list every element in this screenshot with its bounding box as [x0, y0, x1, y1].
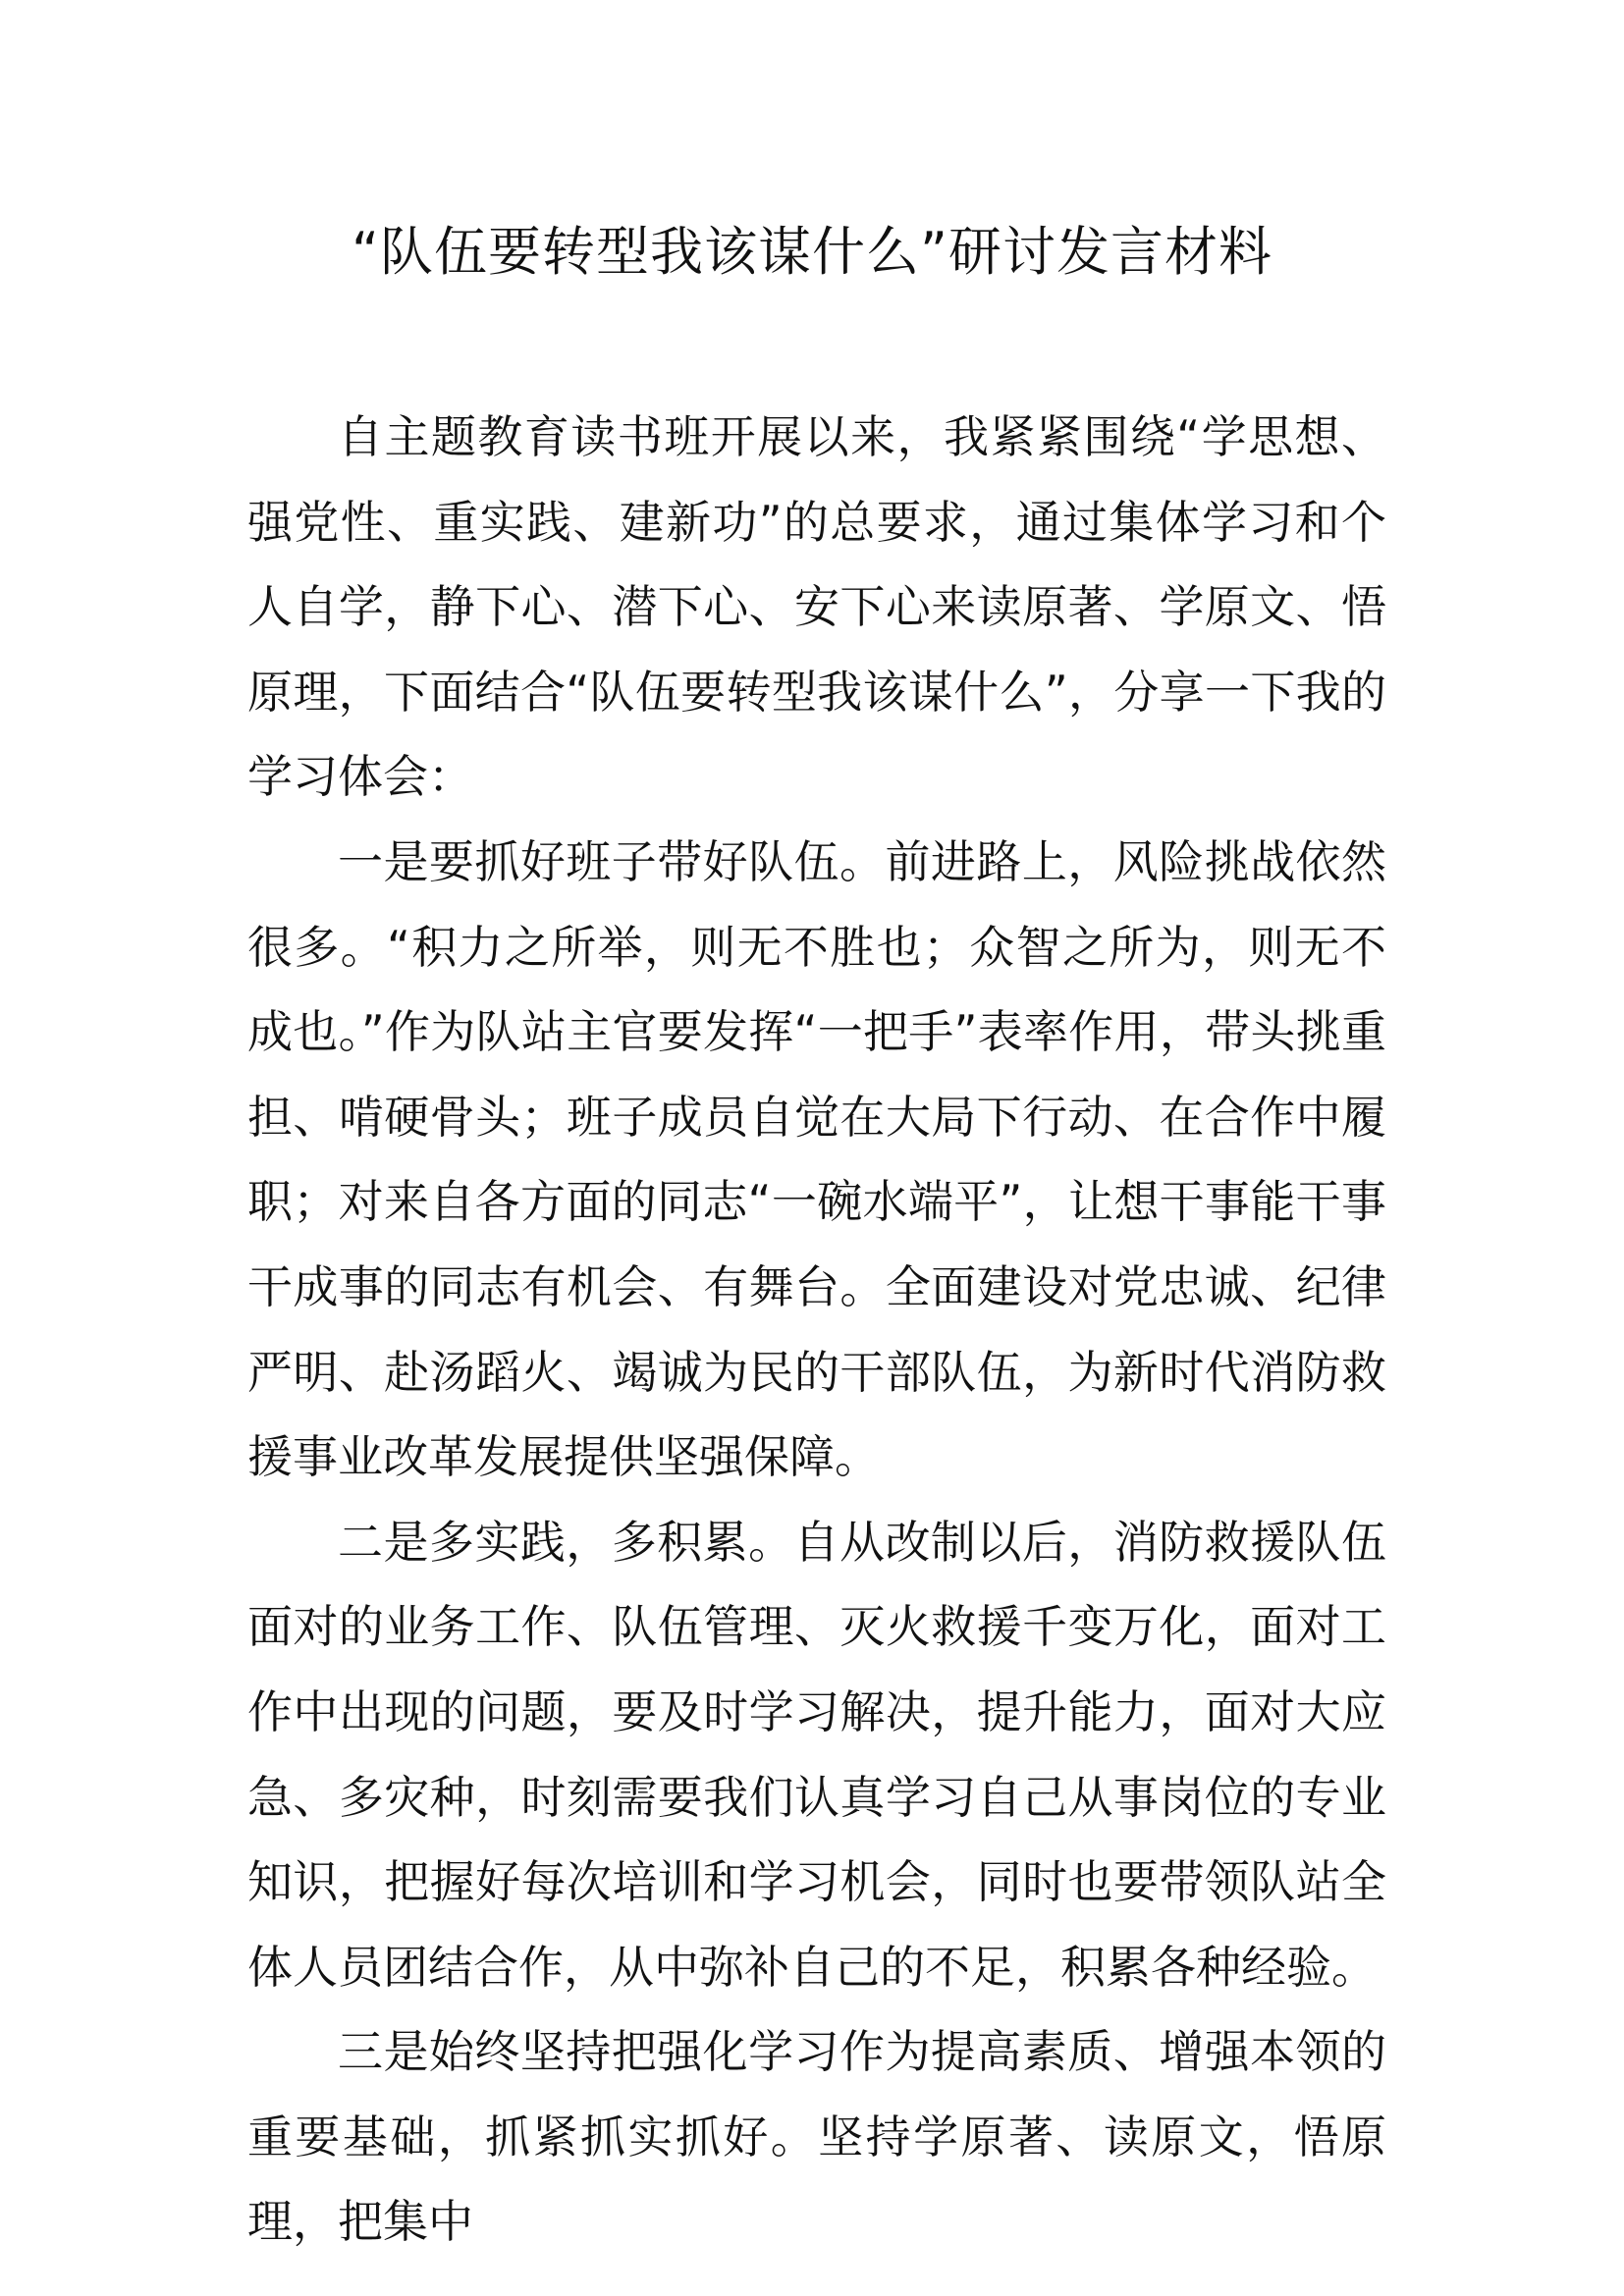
paragraph-point-two: 二是多实践，多积累。自从改制以后，消防救援队伍面对的业务工作、队伍管理、灭火救援千变万化，面对工作中出现的问题，要及时学习解决，提升能力，面对大应急、多灾种，时刻需要我们认真学习自己从事岗位的专业知识，把握好每次培训和学习机会，同时也要带领队站全体人员团结合作，从中弥补自己的不足，积累各种经验。	[247, 1515, 1386, 1994]
paragraph-point-one: 一是要抓好班子带好队伍。前进路上，风险挑战依然很多。“积力之所举，则无不胜也；众智之所为，则无不成也。”作为队站主官要发挥“一把手”表率作用，带头挑重担、啃硬骨头；班子成员自觉在大局下行动、在合作中履职；对来自各方面的同志“一碗水端平”，让想干事能干事干成事的同志有机会、有舞台。全面建设对党忠诚、纪律严明、赴汤蹈火、竭诚为民的干部队伍，为新时代消防救援事业改革发展提供坚强保障。	[247, 834, 1386, 1484]
paragraph-point-three: 三是始终坚持把强化学习作为提高素质、增强本领的重要基础，抓紧抓实抓好。坚持学原著、读原文，悟原理，把集中	[247, 2025, 1386, 2249]
document-body	[247, 395, 1386, 2265]
paragraph-intro: 自主题教育读书班开展以来，我紧紧围绕“学思想、强党性、重实践、建新功”的总要求，通过集体学习和个人自学，静下心、潜下心、安下心来读原著、学原文、悟原理，下面结合“队伍要转型我该谋什么”，分享一下我的学习体会：	[247, 410, 1386, 804]
document-title: “队伍要转型我该谋什么”研讨发言材料	[352, 221, 1272, 283]
